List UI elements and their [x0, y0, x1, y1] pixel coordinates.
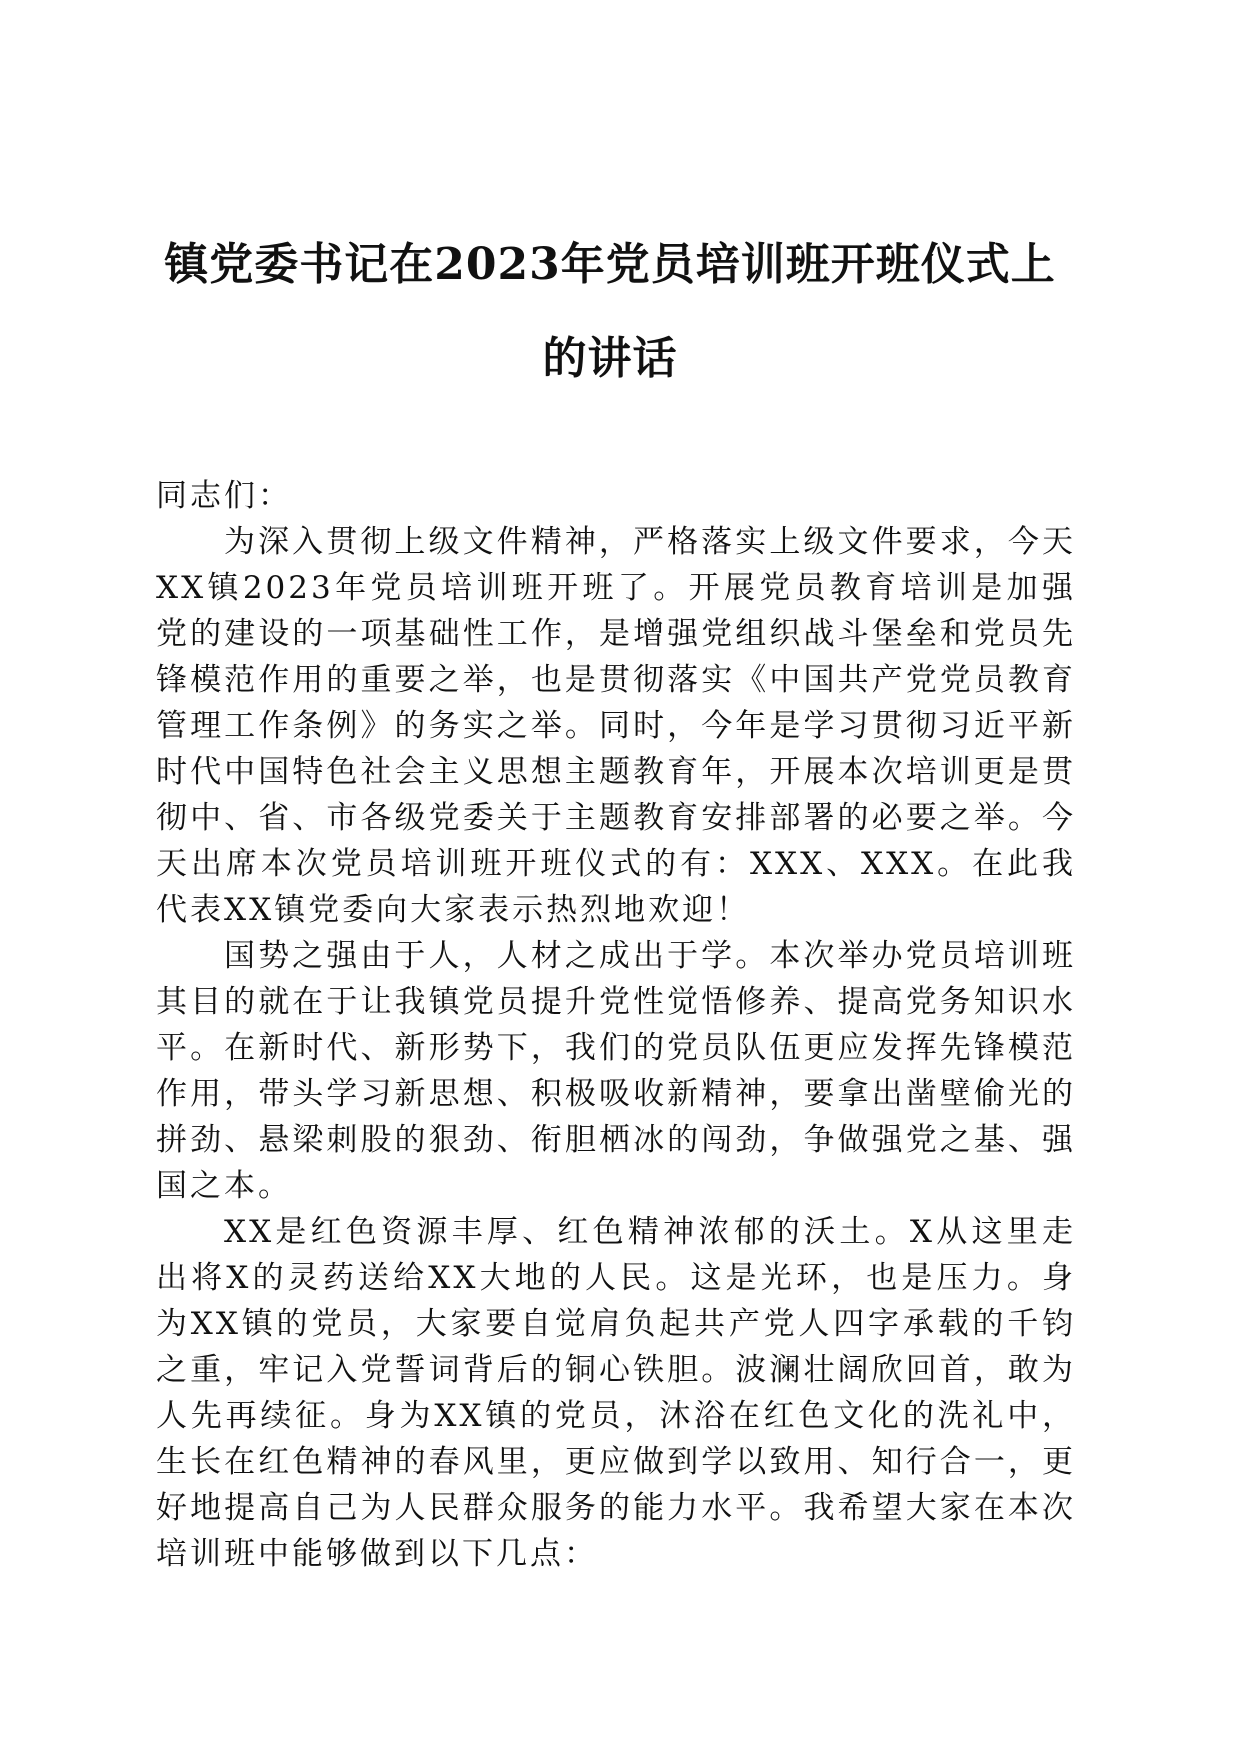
salutation: 同志们：	[156, 478, 292, 514]
document-body	[156, 473, 1076, 1577]
document-title	[150, 218, 1070, 406]
paragraph-1: 为深入贯彻上级文件精神，严格落实上级文件要求，今天XX镇2023年党员培训班开班了。开展党员教育培训是加强党的建设的一项基础性工作，是增强党组织战斗堡垒和党员先锋模范作用的重要之举，也是贯彻落实《中国共产党党员教育管理工作条例》的务实之举。同时，今年是学习贯彻习近平新时代中国特色社会主义思想主题教育年，开展本次培训更是贯彻中、省、市各级党委关于主题教育安排部署的必要之举。今天出席本次党员培训班开班仪式的有：XXX、XXX。在此我代表XX镇党委向大家表示热烈地欢迎！	[156, 524, 1076, 928]
paragraph-3: XX是红色资源丰厚、红色精神浓郁的沃土。X从这里走出将X的灵药送给XX大地的人民。这是光环，也是压力。身为XX镇的党员，大家要自觉肩负起共产党人四字承载的千钧之重，牢记入党誓词背后的铜心铁胆。波澜壮阔欣回首，敢为人先再续征。身为XX镇的党员，沐浴在红色文化的洗礼中，生长在红色精神的春风里，更应做到学以致用、知行合一，更好地提高自己为人民群众服务的能力水平。我希望大家在本次培训班中能够做到以下几点：	[156, 1214, 1076, 1572]
title-line-2: 的讲话	[542, 333, 678, 384]
title-line-1: 镇党委书记在2023年党员培训班开班仪式上	[164, 239, 1056, 290]
paragraph-2: 国势之强由于人，人材之成出于学。本次举办党员培训班其目的就在于让我镇党员提升党性觉悟修养、提高党务知识水平。在新时代、新形势下，我们的党员队伍更应发挥先锋模范作用，带头学习新思想、积极吸收新精神，要拿出凿壁偷光的拼劲、悬梁刺股的狠劲、衔胆栖冰的闯劲，争做强党之基、强国之本。	[156, 938, 1076, 1204]
